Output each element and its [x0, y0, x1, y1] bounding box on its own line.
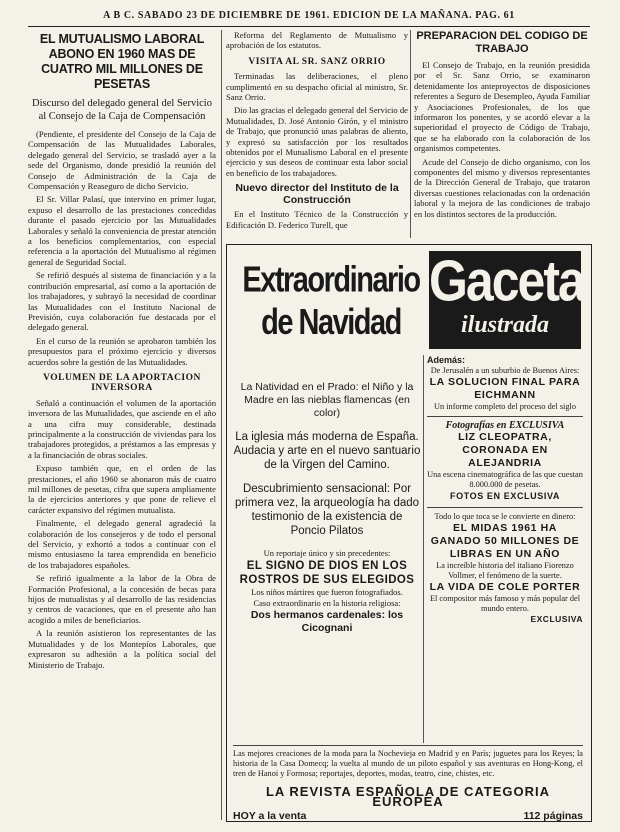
ad-item: La Natividad en el Prado: el Niño y la Madre en las nieblas flamencas (en color): [240, 381, 414, 419]
divider: [427, 507, 583, 508]
ad-item-note: Una escena cinematográfica de las que cuestan 8.000.000 de pesetas.: [427, 470, 583, 489]
paragraph: En el curso de la reunión se aprobaron también los presupuestos para el próximo ejercicio y diversos acuerdos sobre la gestión de las Mutualidades.: [28, 335, 216, 367]
running-head: A B C. SABADO 23 DE DICIEMBRE DE 1961. EDICION DE LA MAÑANA. PAG. 61: [28, 10, 590, 27]
ad-left-column: [233, 381, 421, 635]
ad-title: Extraordinario de Navidad: [242, 260, 420, 343]
column-rule: [410, 30, 411, 238]
paragraph: Acude del Consejo de dicho organismo, con los componentes del mismo y diversos representantes de la Dirección General de Trabajo, que trataron diversas cuestiones relacionadas con la ordenación laboral y la mejora de las condiciones de trabajo en los distintos sectores de la producción.: [414, 156, 590, 219]
paragraph: Expuso también que, en el orden de las prestaciones, el año 1960 se abonaron más de cuatro mil millones de pesetas, cifra que supera ampliamente la de ejercicios anteriores y que pone de relieve el carácter expansivo del régimen mutualista.: [28, 463, 216, 515]
paragraph: Terminadas las deliberaciones, el pleno cumplimentó en su despacho oficial al ministro, Sr. Sanz Orrio.: [226, 71, 408, 103]
headline-mutualismo: EL MUTUALISMO LABORAL ABONO EN 1960 MAS DE CUATRO MIL MILLONES DE PESETAS: [39, 32, 205, 91]
ad-column-rule: [423, 355, 424, 743]
ad-slogan: LA REVISTA ESPAÑOLA DE CATEGORIA EUROPEA: [265, 784, 551, 809]
ad-item-headline: LA SOLUCION FINAL PARA EICHMANN: [429, 375, 581, 401]
column-2: [226, 30, 408, 238]
ad-item-note: La increíble historia del italiano Fiorenzo Vollmer, el fenómeno de la suerte.: [436, 561, 574, 580]
column-rule: [221, 30, 222, 820]
paragraph: Reforma del Reglamento de Mutualismo y aprobación de los estatutos.: [226, 30, 408, 51]
ad-item-note: Un informe completo del proceso del siglo: [434, 401, 576, 411]
ad-item-note: El compositor más famoso y más popular del mundo entero.: [429, 594, 580, 613]
section-title: VOLUMEN DE LA APORTACION INVERSORA: [43, 372, 201, 394]
gaceta-masthead: [429, 248, 584, 349]
ad-kicker: Fotografías en EXCLUSIVA: [445, 419, 565, 431]
paragraph: (Pendiente, el presidente del Consejo de la Caja de Compensación de las Mutualidades Laborales, delegado general del Servicio, se trasladó ayer a la sede del Organismo, donde presidió la reunión del Consejo de Administración de la Caja de Compensación y Reaseguro de dicho Servicio.: [28, 129, 216, 192]
gaceta-ilustrada-advertisement: [226, 244, 592, 822]
paragraph: Dio las gracias el delegado general del Servicio de Mutualidades, D. José Antonio Girón, y el ministro de Trabajo, que pronunció unas palabras de aliento, y expresó su satisfacción por los resultados obtenidos por el Mutualismo Laboral en el presente ejercicio y sus deseos de continuar esta labor social en beneficio de los trabajadores.: [226, 105, 408, 178]
ad-footer-row: [233, 811, 583, 821]
ad-item: Descubrimiento sensacional: Por primera vez, la arqueología ha dado testimonio de la existencia de Poncio Pilatos: [234, 483, 420, 537]
ad-item-headline: LA VIDA DE COLE PORTER: [429, 581, 581, 593]
headline-codigo-trabajo: PREPARACION DEL CODIGO DE TRABAJO: [416, 30, 588, 55]
on-sale-today: HOY a la venta: [233, 810, 307, 822]
ad-label-ademas: Además:: [427, 355, 466, 365]
headline-nuevo-director: Nuevo director del Instituto de la Construcción: [235, 182, 399, 207]
divider: [233, 745, 583, 746]
column-3: [414, 30, 590, 238]
ad-item-headline: EL MIDAS 1961 HA GANADO 50 MILLONES DE LIBRAS EN UN AÑO: [430, 522, 580, 560]
masthead-ilustrada: ilustrada: [460, 312, 550, 338]
subheadline-mutualismo: Discurso del delegado general del Servicio al Consejo de la Caja de Compensación: [32, 98, 212, 122]
ad-tag: EXCLUSIVA: [530, 614, 583, 624]
ad-item-headline: Dos hermanos cardenales: los Cicognani: [250, 609, 404, 634]
column-1: [28, 30, 216, 820]
ad-footer-paragraph: Las mejores creaciones de la moda para la Nochevieja en Madrid y en París; juguetes para los Reyes; la historia de la Casa Domecq; la vuelta al mundo de un piloto español y sus aventuras en Hong-Kong, el tren de Hanoi y Formosa; reportajes, deportes, modas, teatro, cine, chistes, etc.: [233, 749, 583, 778]
ad-kicker: Caso extraordinario en la historia religiosa:: [253, 598, 401, 608]
ad-item-headline: LIZ CLEOPATRA, CORONADA EN ALEJANDRIA: [458, 431, 552, 469]
page-count: 112 páginas: [523, 810, 583, 822]
ad-item-headline: EL SIGNO DE DIOS EN LOS ROSTROS DE SUS ELEGIDOS: [239, 560, 415, 586]
paragraph: Se refirió igualmente a la labor de la Obra de Formación Profesional, a la concesión de becas para hijos de mutualistas y al desarrollo de las residencias y centros de vacaciones, que en el presente año han acogido a miles de beneficiarios.: [28, 573, 216, 625]
ad-item-note: Los niños mártires que fueron fotografiados.: [251, 587, 403, 597]
ad-right-column: [427, 355, 583, 625]
ad-kicker: De Jerusalén a un suburbio de Buenos Aires:: [430, 365, 580, 375]
ad-item: La iglesia más moderna de España. Audacia y arte en el nuevo santuario de la Virgen del Camino.: [233, 431, 421, 471]
headline-visita: VISITA AL SR. SANZ ORRIO: [248, 56, 386, 67]
paragraph: El Sr. Villar Palasí, que intervino en primer lugar, expuso el desarrollo de las prestaciones concedidas durante el pasado ejercicio por las Mutualidades Laborales y señaló la conveniencia de prestar atención a los beneficios complementarios, con especial referencia a la aportación del Mutualismo al régimen general de Seguridad Social.: [28, 194, 216, 267]
paragraph: A la reunión asistieron los representantes de las Mutualidades y de los Montepíos Laborales, que expresaron su adhesión a la política social del Ministerio de Trabajo.: [28, 628, 216, 670]
paragraph: En el Instituto Técnico de la Construcción y Edificación D. Federico Turell, que: [226, 209, 408, 230]
ad-tag: FOTOS EN EXCLUSIVA: [450, 491, 560, 501]
divider: [427, 416, 583, 417]
paragraph: Señaló a continuación el volumen de la aportación inversora de las Mutualidades, que asciende en el año a una cifra muy considerable, destinada principalmente a la construcción de viviendas para los trabajadores protegidos, a préstamos a las empresas y a la financiación de obras sociales.: [28, 397, 216, 460]
masthead-gaceta: Gaceta: [429, 248, 584, 314]
paragraph: Finalmente, el delegado general agradeció la colaboración de los consejeros y de todo el personal del Servicio, y exhortó a todos a continuar con el mismo entusiasmo la tarea emprendida en beneficio de los trabajadores españoles.: [28, 518, 216, 570]
paragraph: Se refirió después al sistema de financiación y a la contribución empresarial, así como a la aportación de los trabajadores, y subrayó la necesidad de coordinar las Mutualidades con el Instituto Nacional de Previsión, cuya colaboración fue destacada por el delegado general.: [28, 270, 216, 333]
ad-kicker: Todo lo que toca se le convierte en dinero:: [434, 512, 576, 521]
paragraph: El Consejo de Trabajo, en la reunión presidida por el Sr. Sanz Orrio, se examinaron detenidamente los anteproyectos de disposiciones referentes a Seguro de Desempleo, Ayuda Familiar y Asociaciones Profesionales, de los que informaron los ponentes, y se acordó elevar a la superioridad el proyecto de Código de Trabajo, que se ha elaborado con la colaboración de los organismos competentes.: [414, 60, 590, 154]
ad-footer: [233, 749, 583, 821]
ad-kicker: Un reportaje único y sin precedentes:: [263, 548, 391, 558]
